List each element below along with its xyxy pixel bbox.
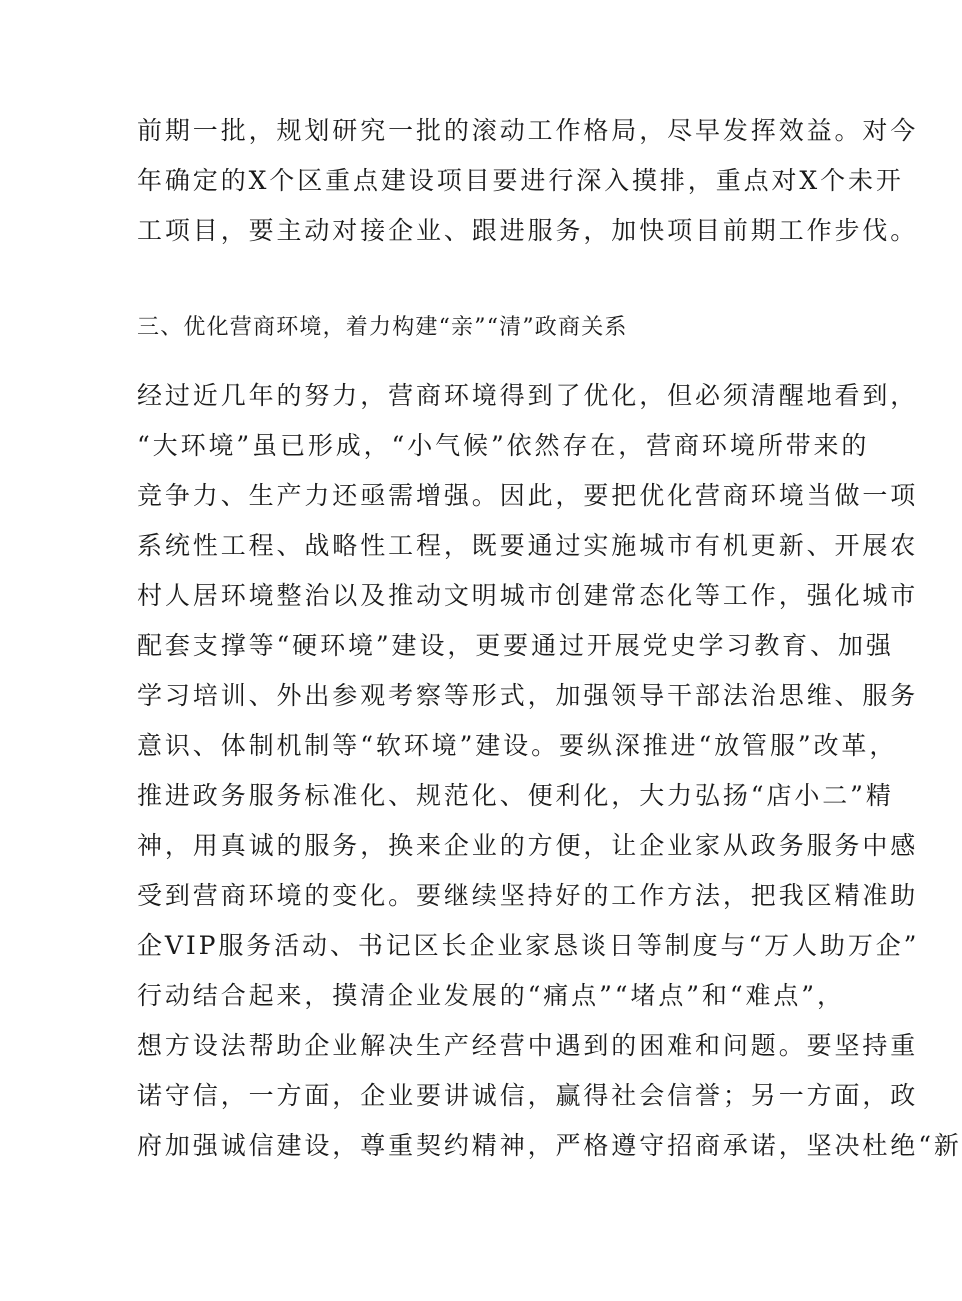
paragraph-2-line-1: 经过近几年的努力，营商环境得到了优化，但必须清醒地看到，: [137, 381, 919, 410]
section-heading: 三、优化营商环境，着力构建“亲”“清”政商关系: [137, 315, 628, 340]
paragraph-2-line-15: 诺守信，一方面，企业要讲诚信，赢得社会信誉；另一方面，政: [137, 1081, 919, 1110]
paragraph-2-line-11: 受到营商环境的变化。要继续坚持好的工作方法，把我区精准助: [137, 881, 919, 910]
paragraph-1-line-2: 年确定的X个区重点建设项目要进行深入摸排，重点对X个未开: [137, 166, 904, 195]
paragraph-1-line-1: 前期一批，规划研究一批的滚动工作格局，尽早发挥效益。对今: [137, 116, 919, 145]
paragraph-2-line-5: 村人居环境整治以及推动文明城市创建常态化等工作，强化城市: [137, 581, 919, 610]
paragraph-2-line-4: 系统性工程、战略性工程，既要通过实施城市有机更新、开展农: [137, 531, 919, 560]
paragraph-2-line-8: 意识、体制机制等“软环境”建设。要纵深推进“放管服”改革，: [137, 731, 898, 760]
paragraph-2-line-6: 配套支撑等“硬环境”建设，更要通过开展党史学习教育、加强: [137, 631, 894, 660]
paragraph-2-line-9: 推进政务服务标准化、规范化、便利化，大力弘扬“店小二”精: [137, 781, 894, 810]
paragraph-2-line-16: 府加强诚信建设，尊重契约精神，严格遵守招商承诺，坚决杜绝“新: [137, 1131, 962, 1160]
paragraph-2-line-14: 想方设法帮助企业解决生产经营中遇到的困难和问题。要坚持重: [137, 1031, 919, 1060]
paragraph-2-line-13: 行动结合起来，摸清企业发展的“痛点”“堵点”和“难点”，: [137, 981, 845, 1010]
paragraph-2-line-3: 竞争力、生产力还亟需增强。因此，要把优化营商环境当做一项: [137, 481, 919, 510]
paragraph-2-line-10: 神，用真诚的服务，换来企业的方便，让企业家从政务服务中感: [137, 831, 919, 860]
paragraph-2-line-7: 学习培训、外出参观考察等形式，加强领导干部法治思维、服务: [137, 681, 919, 710]
paragraph-1-line-3: 工项目，要主动对接企业、跟进服务，加快项目前期工作步伐。: [137, 216, 919, 245]
paragraph-2-line-12: 企VIP服务活动、书记区长企业家恳谈日等制度与“万人助万企”: [137, 931, 920, 960]
paragraph-2-line-2: “大环境”虽已形成，“小气候”依然存在，营商环境所带来的: [137, 431, 870, 460]
